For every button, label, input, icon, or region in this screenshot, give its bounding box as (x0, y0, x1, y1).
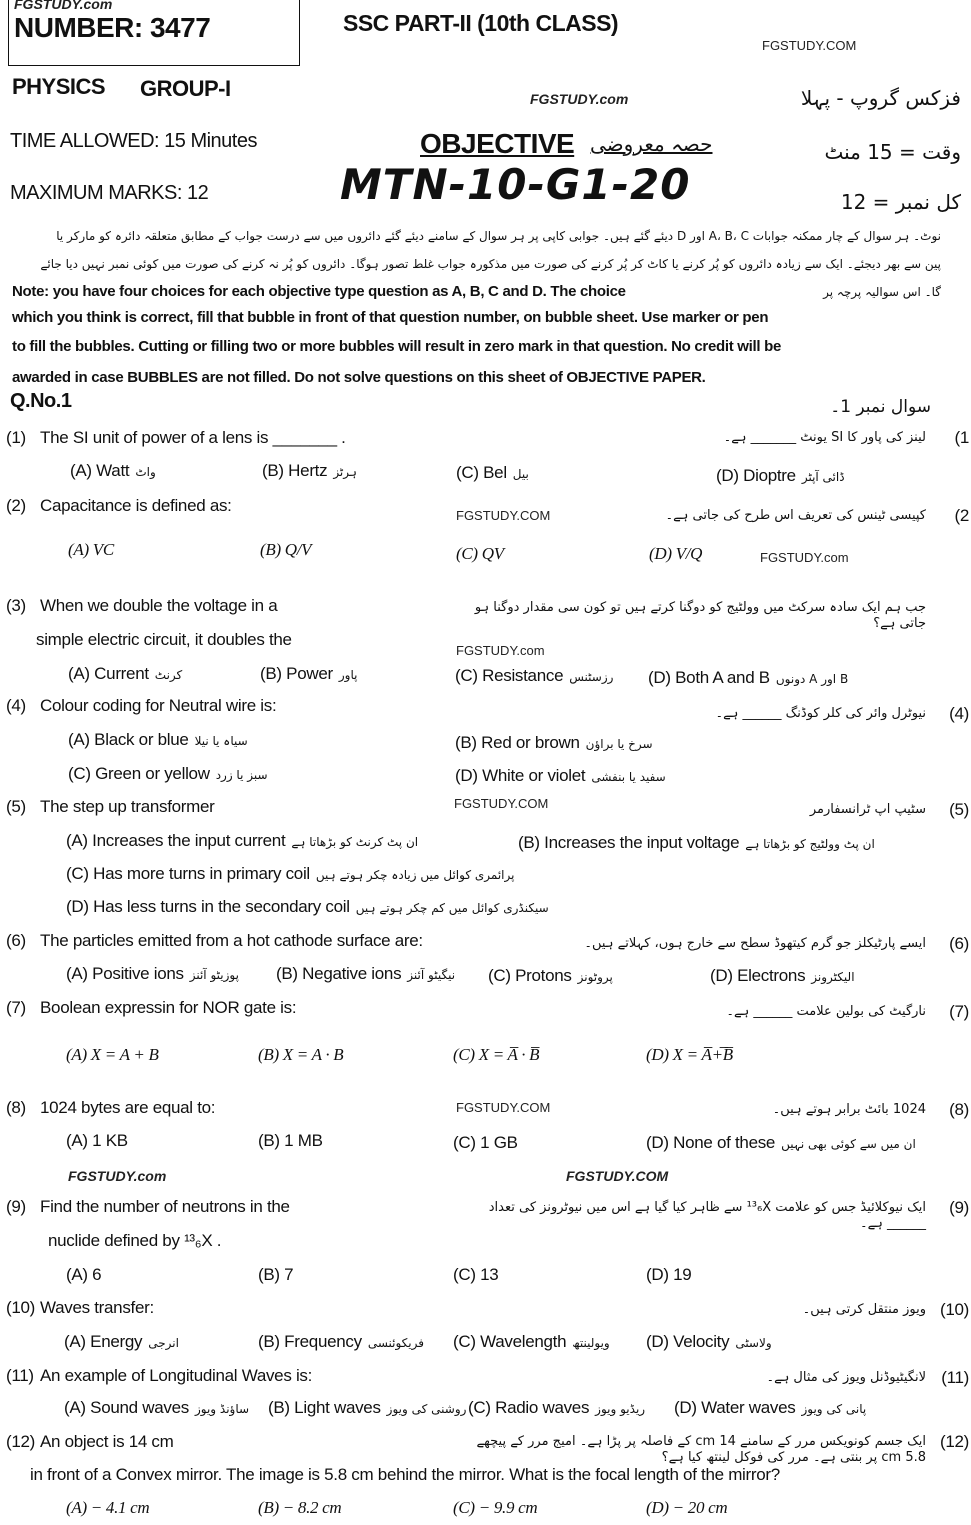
option-label: (A) − 4.1 cm (66, 1498, 150, 1517)
option-label: (B) Negative ions (276, 964, 402, 983)
option-c[interactable] (68, 764, 268, 784)
section-title-urdu: حصہ معروضی (590, 132, 713, 156)
time-urdu: وقت = 15 منٹ (824, 140, 961, 164)
option-d[interactable] (716, 466, 845, 486)
section-label: Q.No.1 (10, 390, 72, 412)
option-b[interactable] (258, 1498, 341, 1518)
option-label: (B) − 8.2 cm (258, 1498, 342, 1517)
option-label: (A) Sound waves (64, 1398, 189, 1417)
option-label: (B) 1 MB (258, 1131, 323, 1150)
question-number: (11) (6, 1366, 34, 1385)
question-stem: Find the number of neutrons in the (40, 1197, 290, 1216)
watermark: FGSTUDY.COM (762, 38, 857, 53)
option-label: (B) Increases the input voltage (518, 833, 740, 852)
option-label: (D) 19 (646, 1265, 692, 1284)
watermark: FGSTUDY.COM (566, 1168, 669, 1184)
watermark: FGSTUDY.com (456, 643, 545, 658)
option-label: (D) White or violet (455, 766, 586, 785)
option-b[interactable] (268, 1398, 466, 1418)
option-c[interactable] (453, 1265, 498, 1285)
question-number: (4) (6, 696, 26, 715)
question-stem: nuclide defined by ¹³₆X . (48, 1231, 222, 1250)
option-urdu: سیکنڈری کوائل میں کم چکر ہوتے ہیں (355, 901, 549, 915)
question-number-urdu: (5) (949, 800, 969, 819)
exam-title: SSC PART-II (10th CLASS) (343, 10, 619, 36)
question-stem: The particles emitted from a hot cathode surface are: (40, 931, 423, 950)
option-label: (D) Velocity (646, 1332, 730, 1351)
note-english-line: awarded in case BUBBLES are not filled. Do not solve questions on this sheet of OBJECTIVE PAPER. (12, 369, 706, 386)
option-urdu: فریکوئنسی (367, 1336, 425, 1350)
option-a[interactable] (66, 831, 418, 851)
option-c[interactable] (453, 1498, 537, 1518)
question-urdu: ایسے پارٹیکلز جو گرم کیتھوڈ سطح سے خارج ہوں، کہلاتے ہیں۔ (584, 936, 926, 951)
question-urdu: لینز کی پاور کا SI یونٹ _______ ہے۔ (723, 430, 926, 445)
max-marks: MAXIMUM MARKS: 12 (10, 182, 209, 204)
option-label: (A) Current (68, 664, 149, 683)
option-urdu: پانی کی ویوز (801, 1402, 867, 1416)
option-urdu: روشنی کی ویوز (386, 1402, 467, 1416)
option-b[interactable] (262, 461, 357, 481)
group: GROUP-I (140, 76, 231, 101)
option-d[interactable] (646, 1332, 772, 1352)
option-c[interactable] (453, 1133, 518, 1153)
option-urdu: انرجی (148, 1336, 179, 1350)
option-label: (B) X = A · B (258, 1045, 344, 1064)
question-number: (2) (6, 496, 26, 515)
option-b[interactable] (276, 964, 455, 984)
option-c[interactable] (455, 666, 613, 686)
option-urdu: سفید یا بنفشی (591, 770, 666, 784)
option-label: (C) Green or yellow (68, 764, 210, 783)
option-urdu: سبز یا زرد (215, 768, 268, 782)
note-english-line: to fill the bubbles. Cutting or filling two or more bubbles will result in zero mark in that question. No credit will be (12, 338, 782, 355)
option-a[interactable] (66, 1265, 101, 1285)
question-urdu: ویوز منتقل کرتی ہیں۔ (802, 1302, 926, 1317)
option-label: (A) Watt (70, 461, 130, 480)
option-label: (A) 6 (66, 1265, 102, 1284)
question-number-urdu: (7) (949, 1002, 969, 1021)
option-label: (C) Radio waves (468, 1398, 590, 1417)
option-label: (D) Has less turns in the secondary coil (66, 897, 350, 916)
option-label: (C) Has more turns in primary coil (66, 864, 310, 883)
option-urdu: پاور (338, 668, 358, 682)
option-a[interactable] (66, 964, 239, 984)
option-urdu: ڈائی آپٹر (801, 470, 845, 484)
question-number-urdu: (6) (949, 934, 969, 953)
note-english-line: Note: you have four choices for each objective type question as A, B, C and D. The choice (12, 283, 626, 300)
option-urdu: سیاہ یا نیلا (194, 734, 248, 748)
question-number: (9) (6, 1197, 26, 1216)
question-number: (8) (6, 1098, 26, 1117)
question-urdu: کپیسی ٹینس کی تعریف اس طرح کی جاتی ہے۔ (665, 508, 926, 523)
option-label: (A) X = A + B (66, 1045, 159, 1064)
option-urdu: کرنٹ (154, 668, 183, 682)
option-label: (D) Water waves (674, 1398, 796, 1417)
question-number-urdu: (2 (954, 506, 969, 525)
question-number-urdu: (10) (939, 1300, 969, 1319)
question-urdu: نارگیٹ کی بولین علامت ______ ہے۔ (726, 1004, 926, 1019)
option-label: (B) Hertz (262, 461, 328, 480)
question-number: (12) (6, 1432, 36, 1451)
option-d[interactable] (674, 1398, 866, 1418)
note-urdu-line: نوٹ۔ ہر سوال کے چار ممکنہ جوابات A، B، C اور D دیئے گئے ہیں۔ جوابی کاپی پر ہر سوال کے سامنے دیئے گئے دائروں میں سے درست جواب کے مطابق متعلقہ دائرہ کو مارکر یا پین سے بھر (56, 229, 941, 271)
option-b[interactable] (260, 540, 311, 560)
watermark: FGSTUDY.com (68, 1168, 167, 1184)
option-urdu: سرخ یا براؤن (585, 737, 653, 751)
option-a[interactable] (68, 664, 182, 684)
question-urdu: ایک جسم کونویکس مرر کے سامنے 14 cm کے فاصلہ پر پڑا ہے۔ امیج مرر کے پیچھے 5.8 cm پر بنتی ہے۔ مرر کی فوکل لینتھ کیا ہے؟ (476, 1434, 926, 1465)
question-urdu: جب ہم ایک سادہ سرکٹ میں وولٹیج کو دوگنا کرتے ہیں تو کون سی مقدار دوگنا ہو جاتی ہے؟ (474, 600, 926, 631)
question-stem: simple electric circuit, it doubles the (36, 630, 292, 649)
section-title: OBJECTIVE (420, 128, 575, 159)
option-label: (C) QV (456, 544, 504, 563)
option-a[interactable] (68, 540, 114, 560)
handwritten-code: MTN-10-G1-20 (340, 160, 691, 209)
option-urdu: ولاسٹی (735, 1336, 772, 1350)
option-a[interactable] (64, 1398, 249, 1418)
option-label: (B) 7 (258, 1265, 294, 1284)
option-label: (D) − 20 cm (646, 1498, 728, 1517)
question-number: (10) (6, 1298, 36, 1317)
question-number: (1) (6, 428, 26, 447)
question-number-urdu: (1 (954, 428, 969, 447)
paper-number: NUMBER: 3477 (14, 12, 211, 43)
option-label: (B) Q/V (260, 540, 312, 559)
section-label-urdu: سوال نمبر 1۔ (830, 397, 931, 417)
option-label: (C) Protons (488, 966, 572, 985)
option-d[interactable] (710, 966, 855, 986)
option-label: (D) Electrons (710, 966, 806, 985)
question-urdu: ایک نیوکلائیڈ جس کو علامت ¹³₆X سے ظاہر کیا گیا ہے اس میں نیوٹرونز کی تعداد ______ ہے۔ (488, 1200, 926, 1231)
option-label: (D) X = A̅+̅B̅ (646, 1045, 733, 1064)
option-label: (C) X = A̅ · B̅ (453, 1045, 540, 1064)
option-label: (A) 1 KB (66, 1131, 128, 1150)
question-stem: Boolean expressin for NOR gate is: (40, 998, 297, 1017)
question-number: (7) (6, 998, 26, 1017)
option-a[interactable] (66, 1131, 128, 1151)
option-label: (C) − 9.9 cm (453, 1498, 538, 1517)
option-label: (C) 1 GB (453, 1133, 518, 1152)
option-d[interactable] (646, 1045, 733, 1065)
question-stem: Colour coding for Neutral wire is: (40, 696, 277, 715)
marks-urdu: کل نمبر = 12 (840, 190, 961, 214)
option-label: (A) Increases the input current (66, 831, 286, 850)
option-label: (D) None of these (646, 1133, 776, 1152)
option-urdu: ویولینتھ (572, 1336, 610, 1350)
option-d[interactable] (648, 668, 848, 688)
option-b[interactable] (455, 733, 653, 753)
option-urdu: واٹ (135, 465, 156, 479)
option-d[interactable] (646, 1498, 727, 1518)
option-urdu: ان پٹ کرنٹ کو بڑھاتا ہے (291, 835, 419, 849)
option-c[interactable] (453, 1045, 539, 1065)
question-stem: The step up transformer (40, 797, 215, 816)
note-urdu-line: دیجئے۔ ایک سے زیادہ دائروں کو پُر کرنے یا کاٹ کر پُر کرنے کی صورت میں مذکورہ جواب غلط تصور ہوگا۔ دائروں کو پُر نہ کرنے کی صورت میں کوئی نمبر نہیں دیا جائے گا۔ اس سوالیہ پرچہ پر (40, 257, 941, 299)
option-urdu: نیگیٹو آئنز (407, 968, 456, 982)
question-stem: Waves transfer: (40, 1298, 154, 1317)
option-b[interactable] (260, 664, 357, 684)
option-a[interactable] (70, 461, 156, 481)
option-b[interactable] (258, 1265, 293, 1285)
option-label: (D) Both A and B (648, 668, 770, 687)
option-c[interactable] (488, 966, 613, 986)
question-number-urdu: (8) (949, 1100, 969, 1119)
question-urdu: لانگیٹیوڈنل ویوز کی مثال ہے۔ (766, 1370, 926, 1385)
option-c[interactable] (456, 544, 504, 564)
question-number-urdu: (12) (939, 1432, 969, 1451)
note-english-line: which you think is correct, fill that bubble in front of that question number, on bubble sheet. Use marker or pen (12, 309, 769, 326)
question-stem: in front of a Convex mirror. The image is 5.8 cm behind the mirror. What is the focal length of the mirror? (30, 1465, 780, 1484)
option-label: (A) Black or blue (68, 730, 189, 749)
option-b[interactable] (258, 1332, 424, 1352)
option-label: (A) Positive ions (66, 964, 184, 983)
question-urdu: نیوٹرل وائر کی کلر کوڈنگ ______ ہے۔ (715, 706, 926, 721)
option-a[interactable] (64, 1332, 179, 1352)
question-stem: 1024 bytes are equal to: (40, 1098, 216, 1117)
watermark: FGSTUDY.com (760, 550, 849, 565)
option-label: (B) Frequency (258, 1332, 362, 1351)
question-number: (6) (6, 931, 26, 950)
option-label: (C) Bel (456, 463, 507, 482)
option-c[interactable] (453, 1332, 610, 1352)
option-a[interactable] (66, 1045, 159, 1065)
option-urdu: ریڈیو ویوز (595, 1402, 646, 1416)
subject: PHYSICS (12, 74, 106, 99)
option-urdu: ان پٹ وولٹیج کو بڑھاتا ہے (745, 837, 875, 851)
question-stem: The SI unit of power of a lens is _______ . (40, 428, 346, 447)
option-urdu: الیکٹرونز (811, 970, 855, 984)
watermark: FGSTUDY.com (14, 0, 113, 12)
option-urdu: پروٹونز (577, 970, 613, 984)
question-number: (3) (6, 596, 26, 615)
option-urdu: رزسٹنس (569, 670, 614, 684)
option-label: (B) Light waves (268, 1398, 381, 1417)
option-urdu: ساؤنڈ ویوز (194, 1402, 250, 1416)
option-d[interactable] (649, 544, 702, 564)
subject-group-urdu: فزکس گروپ - پہلا (800, 86, 961, 110)
option-label: (C) Wavelength (453, 1332, 567, 1351)
option-label: (B) Power (260, 664, 333, 683)
option-a[interactable] (66, 1498, 149, 1518)
watermark: FGSTUDY.COM (456, 508, 551, 523)
option-urdu: پرائمری کوائل میں زیادہ چکر ہوتے ہیں (315, 868, 515, 882)
option-d[interactable] (646, 1265, 691, 1285)
option-urdu: دونوں A اور B (775, 672, 849, 686)
question-urdu: سٹیپ اپ ٹرانسفارمر (809, 802, 926, 817)
watermark: FGSTUDY.COM (456, 1100, 551, 1115)
option-c[interactable] (66, 864, 514, 884)
option-b[interactable] (258, 1045, 343, 1065)
watermark: FGSTUDY.COM (454, 796, 549, 811)
option-d[interactable] (455, 766, 666, 786)
question-number: (5) (6, 797, 26, 816)
question-stem: An example of Longitudinal Waves is: (40, 1366, 313, 1385)
option-c[interactable] (468, 1398, 645, 1418)
option-label: (A) Energy (64, 1332, 143, 1351)
question-number-urdu: (9) (949, 1198, 969, 1217)
option-urdu: بیل (512, 467, 529, 481)
option-b[interactable] (258, 1131, 323, 1151)
option-c[interactable] (456, 463, 529, 483)
question-urdu: 1024 بائٹ برابر ہوتے ہیں۔ (772, 1102, 926, 1117)
question-number-urdu: (4) (949, 704, 969, 723)
option-label: (C) Resistance (455, 666, 564, 685)
option-urdu: پوزیٹو آئنز (189, 968, 239, 982)
option-label: (A) VC (68, 540, 114, 559)
option-label: (D) V/Q (649, 544, 703, 563)
option-urdu: ان میں سے کوئی بھی نہیں (781, 1137, 916, 1151)
option-label: (C) 13 (453, 1265, 499, 1284)
time-allowed: TIME ALLOWED: 15 Minutes (10, 130, 257, 152)
question-stem: Capacitance is defined as: (40, 496, 232, 515)
question-stem: When we double the voltage in a (40, 596, 278, 615)
option-d[interactable] (66, 897, 549, 917)
option-a[interactable] (68, 730, 248, 750)
question-number-urdu: (11) (941, 1368, 969, 1387)
option-label: (D) Dioptre (716, 466, 796, 485)
watermark: FGSTUDY.com (530, 91, 629, 107)
option-b[interactable] (518, 833, 875, 853)
option-urdu: ہرٹز (333, 465, 357, 479)
option-d[interactable] (646, 1133, 916, 1153)
option-label: (B) Red or brown (455, 733, 580, 752)
question-stem: An object is 14 cm (40, 1432, 174, 1451)
